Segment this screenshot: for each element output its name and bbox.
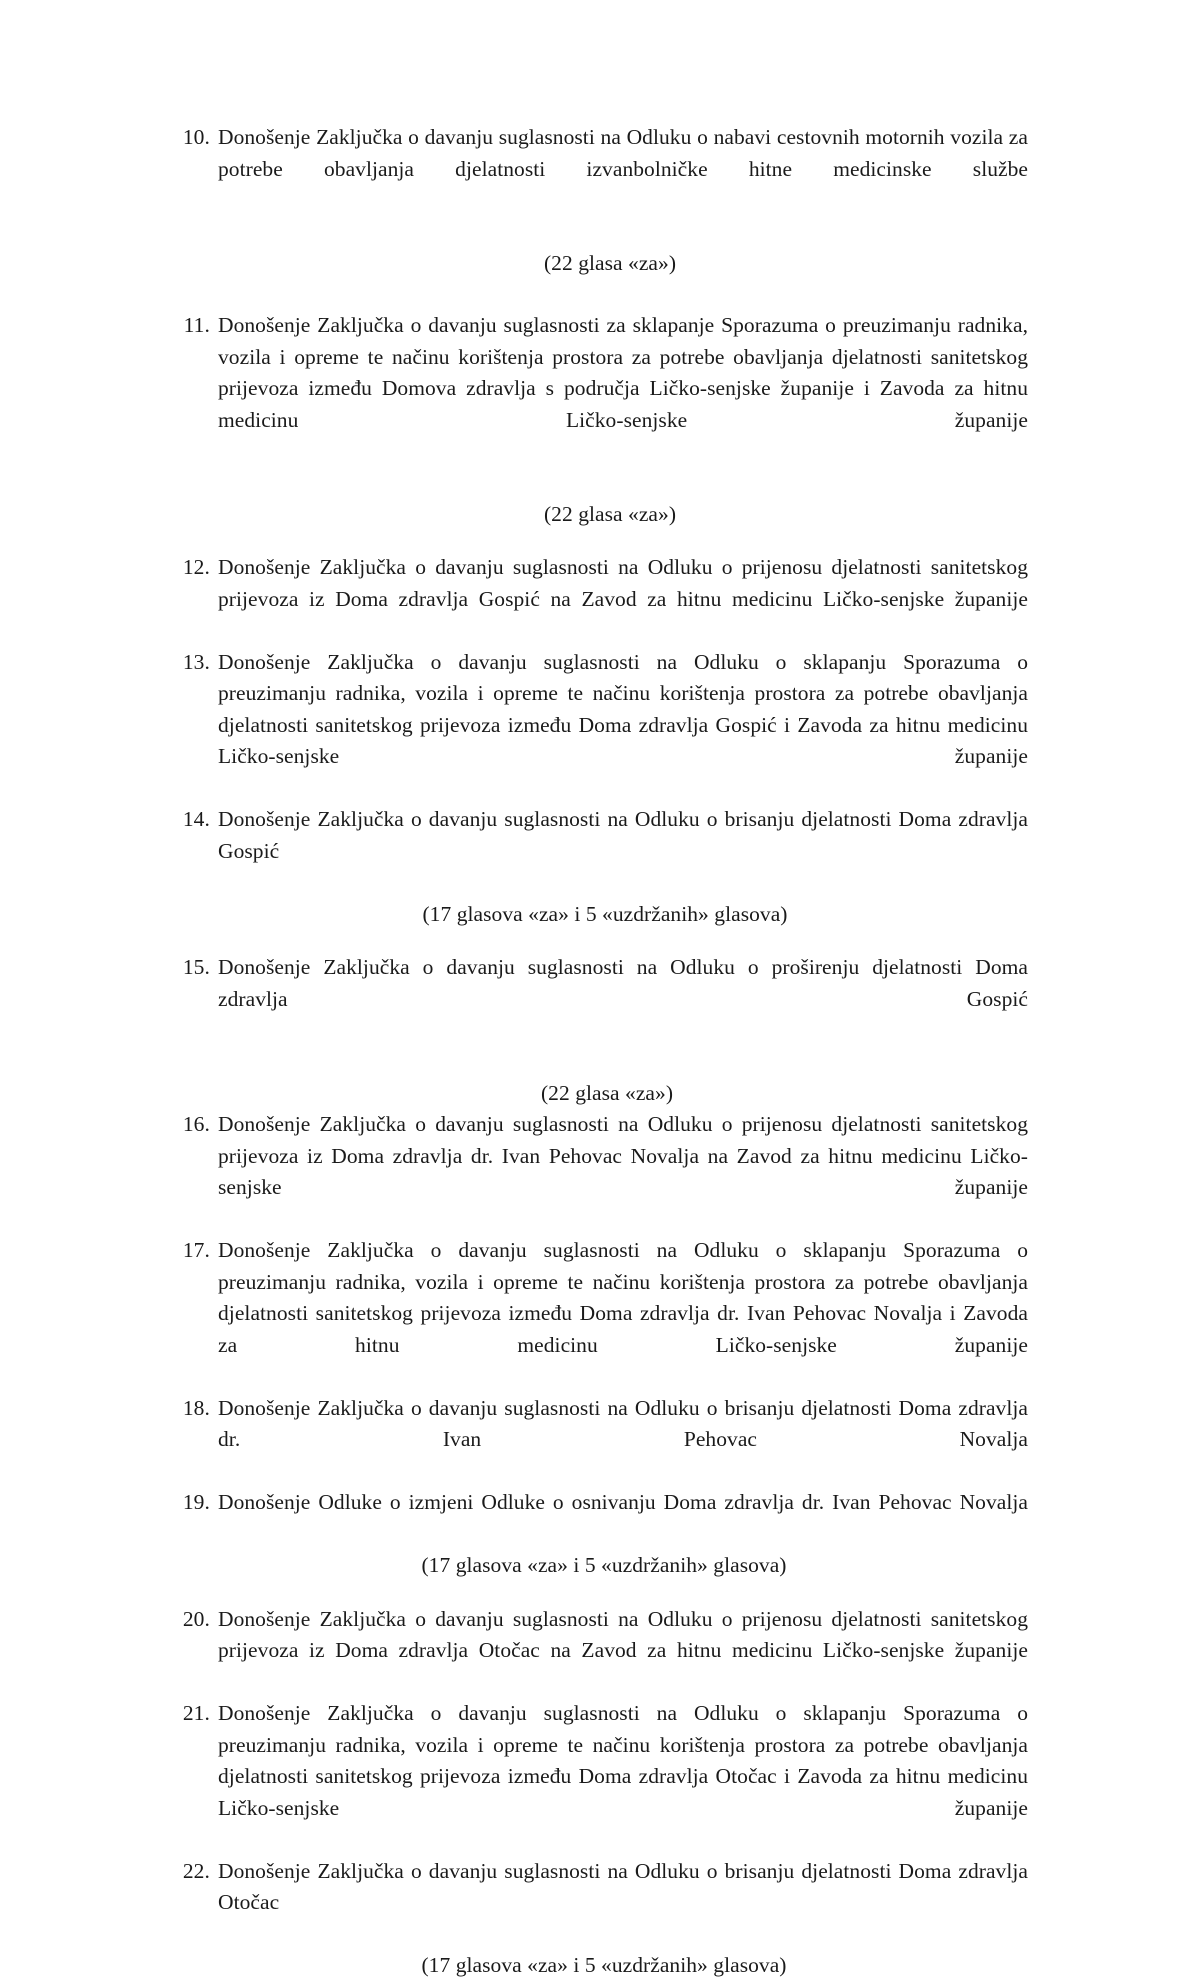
agenda-item [172, 952, 1028, 1047]
agenda-item-text: Donošenje Zaključka o davanju suglasnosti na Odluku o prijenosu djelatnosti sanitetskog prijevoza iz Doma zdravlja Otočac na Zavod za hitnu medicinu Ličko-senjske županije [218, 1606, 1028, 1662]
agenda-item-text: Donošenje Zaključka o davanju suglasnosti na Odluku o sklapanju Sporazuma o preuzimanju radnika, vozila i opreme te načinu korištenja prostora za potrebe obavljanja djelatnosti sanitetskog prijevoza između Doma zdravlja Otočac i Zavoda za hitnu medicinu Ličko-senjske županije [218, 1701, 1028, 1820]
agenda-item [172, 1109, 1028, 1235]
agenda-item-text: Donošenje Zaključka o davanju suglasnosti na Odluku o brisanju djelatnosti Doma zdravlja dr. Ivan Pehovac Novalja [218, 1395, 1028, 1451]
agenda-item-text: Donošenje Zaključka o davanju suglasnosti za sklapanje Sporazuma o preuzimanju radnika, vozila i opreme te načinu korištenja prostora za potrebe obavljanja djelatnosti sanitetskog prijevoza između Domova zdravlja s područja Ličko-senjske županije i Zavoda za hitnu medicinu Ličko-senjske županije [218, 313, 1028, 432]
spacer [172, 1582, 1028, 1604]
agenda-item [172, 1487, 1028, 1550]
vote-result: (22 glasa «za») [543, 250, 677, 275]
vote-result: (17 glasova «za» i 5 «uzdržanih» glasova) [421, 1953, 787, 1977]
agenda-item-text: Donošenje Zaključka o davanju suglasnosti na Odluku o sklapanju Sporazuma o preuzimanju radnika, vozila i opreme te načinu korištenja prostora za potrebe obavljanja djelatnosti sanitetskog prijevoza između Doma zdravlja dr. Ivan Pehovac Novalja i Zavoda za hitnu medicinu Ličko-senjske županije [218, 1238, 1028, 1357]
agenda-item-number: 22. [182, 1858, 210, 1883]
agenda-item [172, 310, 1028, 468]
agenda-item [172, 804, 1028, 899]
vote-result: (22 glasa «za») [540, 1080, 674, 1105]
agenda-item-number: 21. [182, 1701, 210, 1725]
agenda-item-number: 12. [182, 555, 210, 579]
agenda-item-number: 11. [183, 313, 210, 337]
agenda-item-number: 19. [182, 1490, 210, 1514]
agenda-item [172, 1393, 1028, 1488]
agenda-item [172, 647, 1028, 805]
agenda-item-number: 17. [182, 1238, 210, 1262]
agenda-item [172, 1856, 1028, 1951]
vote-result: (22 glasa «za») [543, 501, 677, 526]
vote-result: (17 glasova «za» i 5 «uzdržanih» glasova) [422, 901, 788, 926]
agenda-item [172, 1698, 1028, 1856]
agenda-item [172, 122, 1028, 217]
agenda-list [172, 122, 1028, 1982]
agenda-item [172, 1235, 1028, 1393]
agenda-item-number: 10. [182, 125, 210, 149]
spacer [172, 217, 1028, 248]
vote-result: (17 glasova «za» i 5 «uzdržanih» glasova) [421, 1553, 787, 1577]
agenda-item [172, 552, 1028, 647]
spacer [172, 1047, 1028, 1078]
spacer [172, 468, 1028, 499]
agenda-item-text: Donošenje Zaključka o davanju suglasnosti na Odluku o proširenju djelatnosti Doma zdravlja Gospić [218, 955, 1028, 1011]
agenda-item-number: 15. [182, 955, 210, 979]
agenda-item-text: Donošenje Zaključka o davanju suglasnosti na Odluku o sklapanju Sporazuma o preuzimanju radnika, vozila i opreme te načinu korištenja prostora za potrebe obavljanja djelatnosti sanitetskog prijevoza između Doma zdravlja Gospić i Zavoda za hitnu medicinu Ličko-senjske županije [218, 649, 1028, 768]
spacer [172, 279, 1028, 310]
agenda-item-text: Donošenje Zaključka o davanju suglasnosti na Odluku o brisanju djelatnosti Doma zdravlja Gospić [218, 807, 1028, 863]
agenda-item-number: 16. [182, 1112, 210, 1136]
spacer [172, 530, 1028, 552]
agenda-item-text: Donošenje Zaključka o davanju suglasnosti na Odluku o nabavi cestovnih motornih vozila za potrebe obavljanja djelatnosti izvanbolničke hitne medicinske službe [218, 125, 1028, 181]
agenda-item-text: Donošenje Zaključka o davanju suglasnosti na Odluku o prijenosu djelatnosti sanitetskog prijevoza iz Doma zdravlja Gospić na Zavod za hitnu medicinu Ličko-senjske županije [218, 555, 1028, 611]
agenda-item-number: 14. [182, 807, 210, 831]
agenda-item-text: Donošenje Zaključka o davanju suglasnosti na Odluku o prijenosu djelatnosti sanitetskog prijevoza iz Doma zdravlja dr. Ivan Pehovac Novalja na Zavod za hitnu medicinu Ličko-senjske županije [218, 1112, 1028, 1199]
agenda-item-text: Donošenje Zaključka o davanju suglasnosti na Odluku o brisanju djelatnosti Doma zdravlja Otočac [218, 1858, 1028, 1914]
agenda-item [172, 1604, 1028, 1699]
agenda-item-number: 13. [182, 649, 210, 674]
agenda-item-number: 18. [182, 1395, 210, 1420]
spacer [172, 930, 1028, 952]
agenda-item-text: Donošenje Odluke o izmjeni Odluke o osnivanju Doma zdravlja dr. Ivan Pehovac Novalja [218, 1490, 1028, 1514]
agenda-item-number: 20. [182, 1606, 210, 1631]
